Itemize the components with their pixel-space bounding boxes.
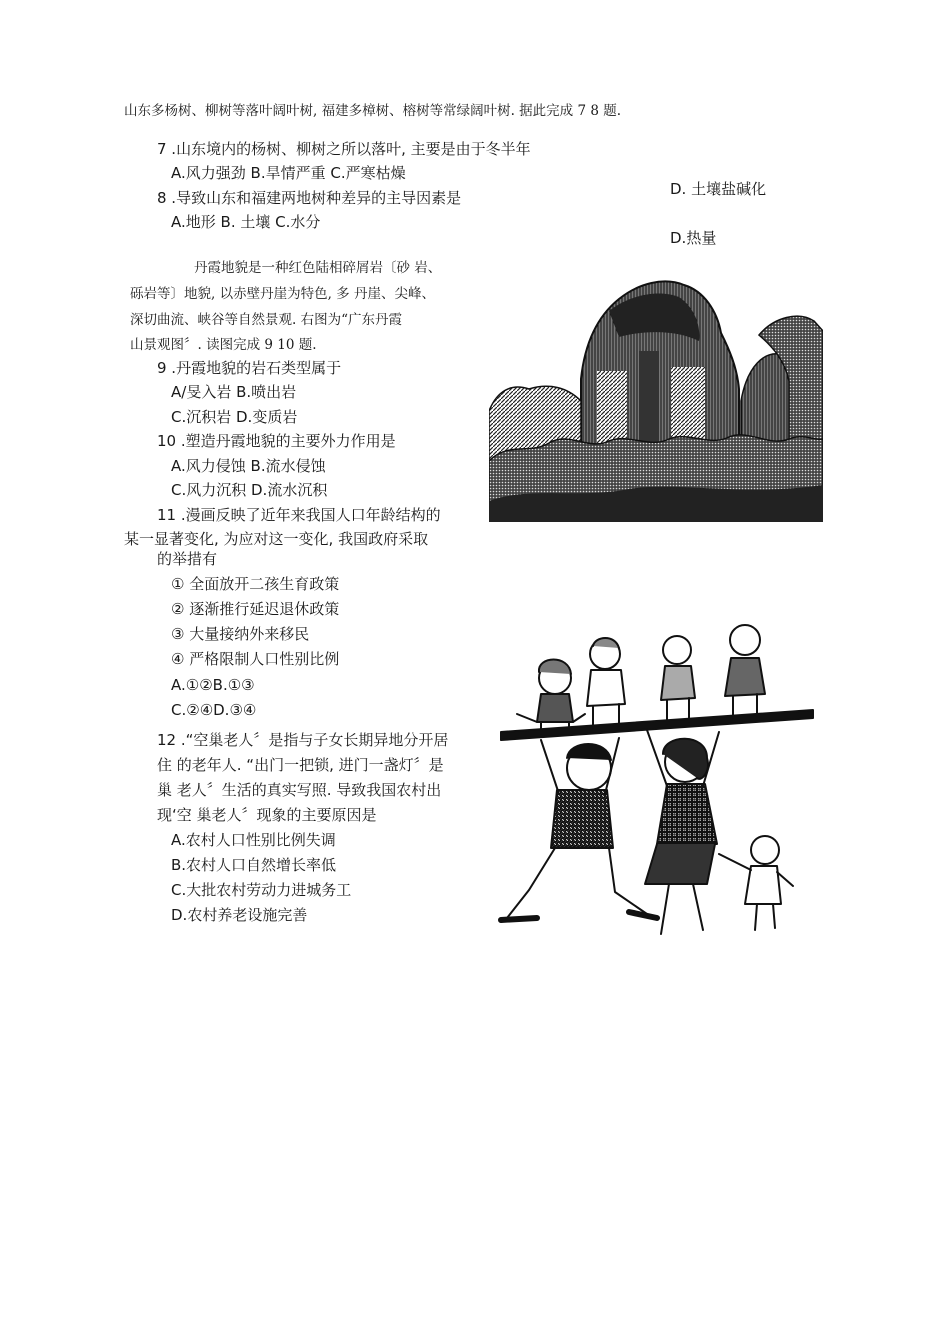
question-12-stem-line-1: 12 .“空巢老人〞是指与子女长期异地分开居 (157, 731, 449, 749)
question-10-stem: 10 .塑造丹霞地貌的主要外力作用是 (157, 432, 396, 450)
question-12-stem-line-4: 现‘空 巢老人〞现象的主要原因是 (157, 806, 377, 824)
question-7-stem: 7 .山东境内的杨树、柳树之所以落叶, 主要是由于冬半年 (157, 140, 531, 158)
question-12-option-c: C.大批农村劳动力进城务工 (171, 881, 352, 899)
question-10-options-cd: C.风力沉积 D.流水沉积 (171, 481, 328, 499)
question-11-item-3: ③ 大量接纳外来移民 (171, 625, 310, 643)
danxia-intro-line-1: 丹霞地貌是一种红色陆相碎屑岩〔砂 岩、 (194, 260, 442, 276)
danxia-intro-line-2: 砾岩等〕地貌, 以赤壁丹崖为特色, 多 丹崖、尖峰、 (130, 286, 435, 302)
aging-population-cartoon (497, 622, 817, 940)
question-11-stem-line-2: 某一显著变化, 为应对这一变化, 我国政府采取 (124, 530, 429, 548)
question-11-item-4: ④ 严格限制人口性别比例 (171, 650, 340, 668)
question-7-option-d: D. 土壤盐碱化 (670, 180, 767, 198)
question-12-option-d: D.农村养老设施完善 (171, 906, 308, 924)
question-9-stem: 9 .丹霞地貌的岩石类型属于 (157, 359, 342, 377)
question-8-stem: 8 .导致山东和福建两地树种差异的主导因素是 (157, 189, 462, 207)
question-10-options-ab: A.风力侵蚀 B.流水侵蚀 (171, 457, 326, 475)
question-9-options-cd: C.沉积岩 D.变质岩 (171, 408, 298, 426)
danxia-intro-line-3: 深切曲流、峡谷等自然景观. 右图为“广东丹霞 (130, 312, 402, 328)
question-8-options-abc: A.地形 B. 土壤 C.水分 (171, 213, 321, 231)
question-12-stem-line-2: 住 的老年人. “出门一把锁, 进门一盏灯〞是 (157, 756, 444, 774)
intro-text-7-8: 山东多杨树、柳树等落叶阔叶树, 福建多樟树、榕树等常绿阔叶树. 据此完成 7 8 题. (124, 103, 622, 119)
question-11-item-2: ② 逐渐推行延迟退休政策 (171, 600, 340, 618)
danxia-intro-line-4: 山景观图〞. 读图完成 9 10 题. (130, 337, 317, 353)
question-11-stem-line-1: 11 .漫画反映了近年来我国人口年龄结构的 (157, 506, 441, 524)
question-12-stem-line-3: 巢 老人〞生活的真实写照. 导致我国农村出 (157, 781, 442, 799)
danxia-landscape-image (489, 271, 823, 522)
question-11-options-cd: C.②④D.③④ (171, 701, 257, 719)
question-8-option-d: D.热量 (670, 229, 717, 247)
question-11-item-1: ① 全面放开二孩生育政策 (171, 575, 340, 593)
question-11-stem-line-3: 的举措有 (157, 550, 218, 568)
question-12-option-a: A.农村人口性别比例失调 (171, 831, 336, 849)
question-7-options-abc: A.风力强劲 B.旱情严重 C.严寒枯燥 (171, 164, 406, 182)
question-12-option-b: B.农村人口自然增长率低 (171, 856, 337, 874)
question-9-options-ab: A/旻入岩 B.喷出岩 (171, 383, 297, 401)
question-11-options-ab: A.①②B.①③ (171, 676, 255, 694)
